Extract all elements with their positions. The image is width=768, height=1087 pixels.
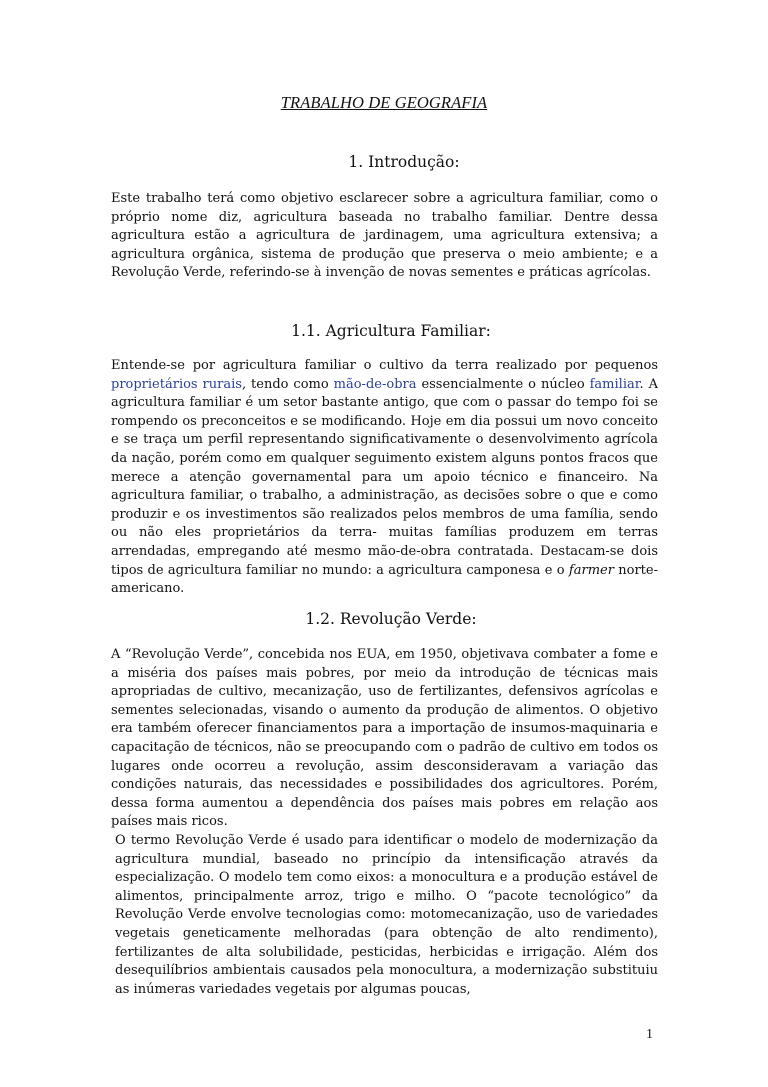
link-mao-de-obra[interactable]: mão-de-obra [333, 376, 417, 392]
paragraph-text: essencialmente o núcleo [416, 376, 590, 392]
paragraph-text: norte-americano. [111, 562, 658, 597]
page-number: 1 [646, 1027, 653, 1042]
revolucao-verde-paragraph-2: O termo Revolução Verde é usado para identificar o modelo de modernização da agricultura mundial, baseado no princípio da intensificação através da especialização. O modelo tem como eixos: a monocultura e a produção estável de alimentos, principalmente arroz, trigo e milho. O “pacote tecnológico” da Revolução Verde envolve tecnologias como: motomecanização, uso de variedades vegetais geneticamente melhoradas (para obtenção de alto rendimento), fertilizantes de alta solubilidade, pesticidas, herbicidas e irrigação. Além dos desequilíbrios ambientais causados pela monocultura, a modernização substituiu as inúmeras variedades vegetais por algumas poucas, [115, 832, 658, 997]
agricultura-familiar-paragraph [111, 357, 658, 599]
intro-paragraph: Este trabalho terá como objetivo esclarecer sobre a agricultura familiar, como o próprio nome diz, agricultura baseada no trabalho familiar. Dentre dessa agricultura estão a agricultura de jardinagem, uma agricultura extensiva; a agricultura orgânica, sistema de produção que preserva o meio ambiente; e a Revolução Verde, referindo-se à invenção de novas sementes e práticas agrícolas. [111, 191, 658, 281]
link-familiar[interactable]: familiar [589, 376, 640, 392]
paragraph-text: . A agricultura familiar é um setor bastante antigo, que com o passar do tempo foi se rompendo os preconceitos e se modificando. Hoje em dia possui um novo conceito e se traça um perfil representando significativamente o desenvolvimento agrícola da nação, porém como em qualquer seguimento existem alguns pontos fracos que merece a atenção governamental para um apoio técnico e financeiro. Na agricultura familiar, o trabalho, a administração, as decisões sobre o que e como produzir e os investimentos são realizados pelos membros de uma família, sendo ou não eles proprietários da terra- muitas famílias produzem em terras arrendadas, empregando até mesmo mão-de-obra contratada. Destacam-se dois tipos de agricultura familiar no mundo: a agricultura camponesa e o [111, 376, 658, 578]
link-proprietarios-rurais[interactable]: proprietários rurais [111, 376, 242, 392]
section-heading-introducao: 1. Introdução: [348, 153, 460, 171]
italic-term-farmer: farmer [568, 562, 614, 578]
paragraph-text: , tendo como [241, 376, 334, 392]
document-title: TRABALHO DE GEOGRAFIA [280, 93, 488, 112]
revolucao-verde-paragraph-1: A “Revolução Verde”, concebida nos EUA, em 1950, objetivava combater a fome e a miséria dos países mais pobres, por meio da introdução de técnicas mais apropriadas de cultivo, mecanização, uso de fertilizantes, defensivos agrícolas e sementes selecionadas, visando o aumento da produção de alimentos. O objetivo era também oferecer financiamentos para a importação de insumos-maquinaria e capacitação de técnicos, não se preocupando com o padrão de cultivo em todos os lugares onde ocorreu a revolução, assim desconsideravam a variação das condições naturais, das necessidades e possibilidades dos agricultores. Porém, dessa forma aumentou a dependência dos países mais pobres em relação aos países mais ricos. [111, 647, 658, 830]
revolucao-verde-body [111, 646, 658, 999]
paragraph-text: Entende-se por agricultura familiar o cultivo da terra realizado por pequenos [111, 358, 658, 373]
section-heading-agricultura-familiar: 1.1. Agricultura Familiar: [291, 322, 491, 340]
section-heading-revolucao-verde: 1.2. Revolução Verde: [305, 610, 477, 628]
